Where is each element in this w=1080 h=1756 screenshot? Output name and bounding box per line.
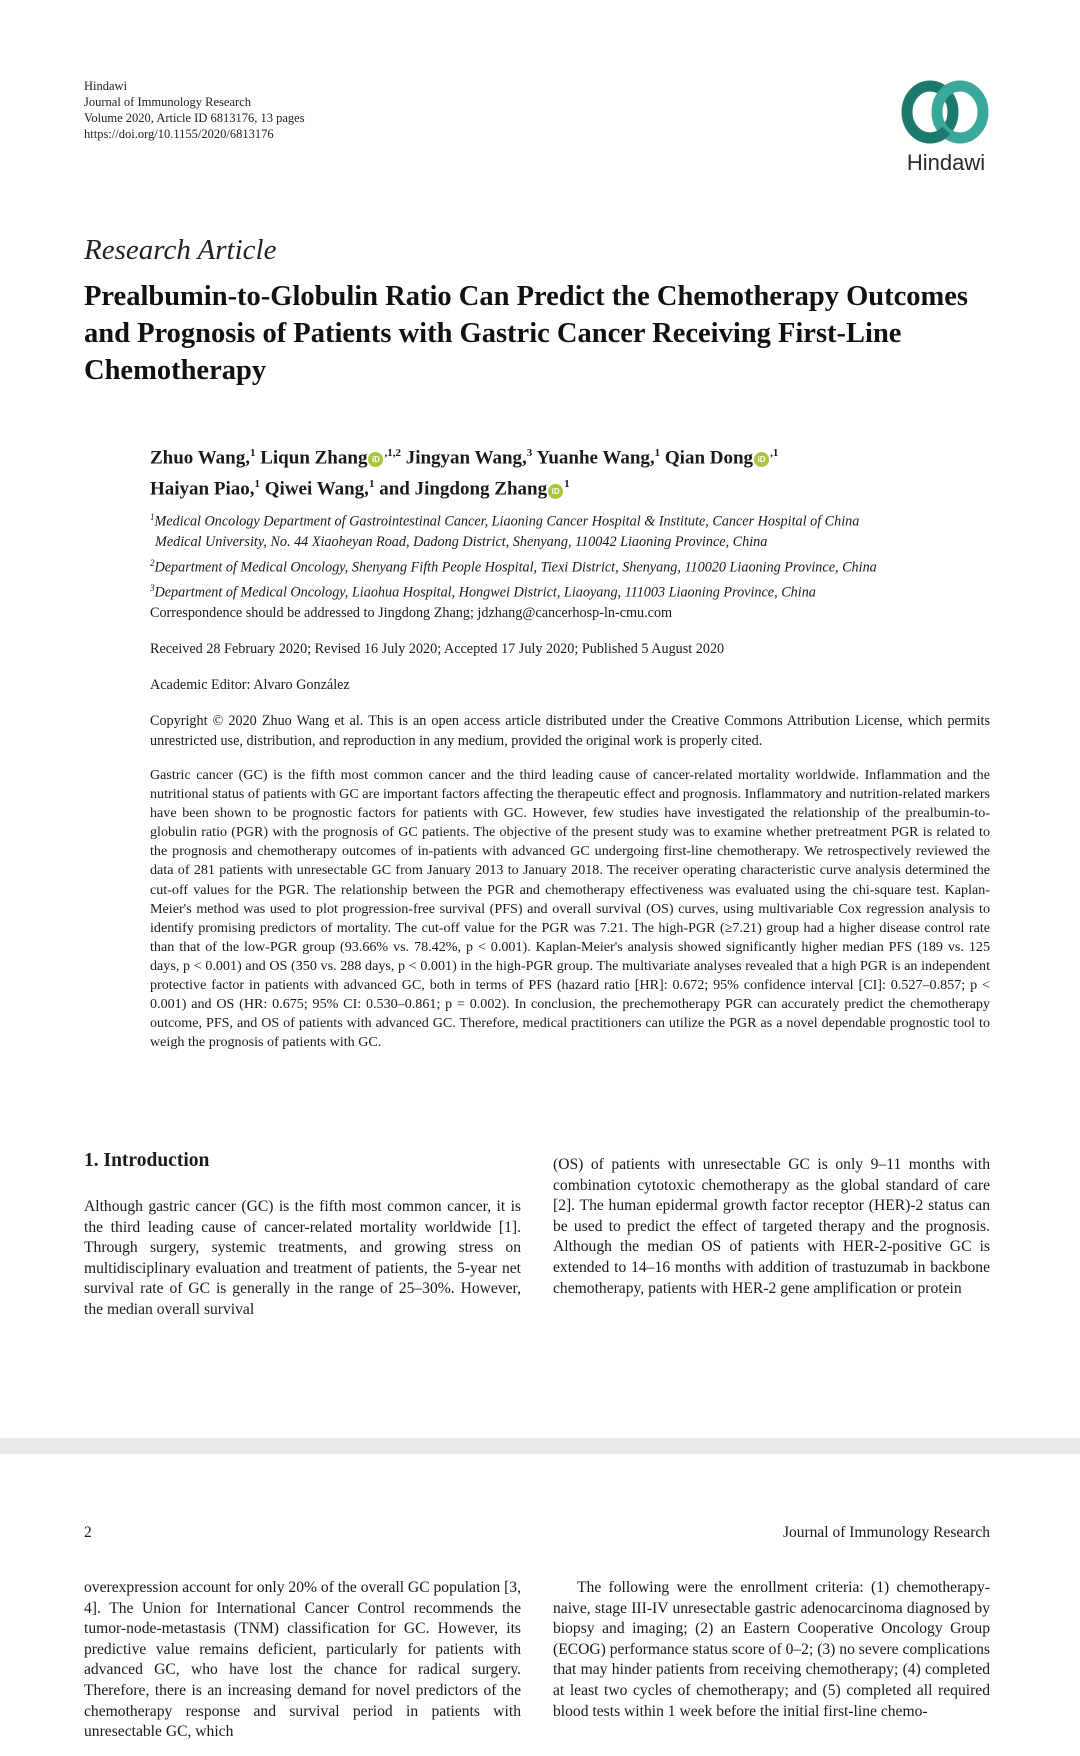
affiliations — [150, 507, 980, 603]
volume-info: Volume 2020, Article ID 6813176, 13 pages — [84, 111, 305, 125]
article-dates: Received 28 February 2020; Revised 16 July 2020; Accepted 17 July 2020; Published 5 August 2020 — [150, 641, 725, 657]
orcid-icon[interactable]: iD — [548, 484, 563, 499]
article-title: Prealbumin-to-Globulin Ratio Can Predict the Chemotherapy Outcomes and Prognosis of Patients with Gastric Cancer Receiving First-Line Chemotherapy — [84, 281, 968, 386]
intro-column-left: Although gastric cancer (GC) is the fifth most common cancer, it is the third leading cause of cancer-related mortality worldwide [1]. Through surgery, systemic treatments, and growing stress on multidisciplinary evaluation and treatment of patients, the 5-year net survival rate of GC is generally in the range of 25–30%. However, the median overall survival — [84, 1198, 521, 1318]
section-heading-introduction: 1. Introduction — [84, 1150, 210, 1171]
author[interactable]: Jingyan Wang, — [405, 447, 527, 469]
author[interactable]: Yuanhe Wang, — [536, 447, 655, 469]
author[interactable]: Haiyan Piao, — [150, 478, 255, 500]
intro-column-right: (OS) of patients with unresectable GC is only 9–11 months with combination cytotoxic chemotherapy as the global standard of care [2]. The human epidermal growth factor receptor (HER)-2 status can be used to predict the effect of targeted therapy and the prognosis. Although the median OS of patients with HER-2-positive GC is extended to 14–16 months with addition of trastuzumab in backbone chemotherapy, patients with HER-2 gene amplification or protein — [553, 1156, 990, 1297]
affiliation-3: $^3$Department of Medical Oncology, Liaohua Hospital, Hongwei District, Liaoyang, 111003 Liaoning Province, China — [150, 582, 816, 601]
page-number: 2 — [84, 1524, 92, 1541]
author-list: Zhuo Wang,$^1$ Liqun Zhang $iD^{,1,2}$ Jingyan Wang,$^3$ Yuanhe Wang,$^1$ Qian Dong $iD^{,1}$ Haiyan Piao,$^1$ Qiwei Wang,$^1$ and Jingdong Zhang $iD^1$ — [150, 447, 779, 500]
author[interactable]: and Jingdong Zhang — [379, 478, 548, 500]
author[interactable]: Zhuo Wang, — [150, 447, 250, 469]
correspondence: Correspondence should be addressed to Jingdong Zhang; jdzhang@cancerhosp-ln-cmu.com — [150, 605, 673, 621]
enrollment-criteria-text: The following were the enrollment criteria: (1) chemotherapy-naive, stage III-IV unresectable gastric adenocarcinoma diagnosed by biopsy and imaging; (2) an Eastern Cooperative Oncology Group (ECOG) performance status score of 0–2; (3) no severe complications that may hinder patients from receiving chemotherapy; (4) completed at least two cycles of chemotherapy; and (5) completed all required blood tests within 1 week before the initial first-line chemo- — [553, 1579, 990, 1720]
journal-meta — [84, 78, 305, 142]
author[interactable]: Liqun Zhang — [260, 447, 368, 469]
copyright-notice: Copyright © 2020 Zhuo Wang et al. This is an open access article distributed under the Creative Commons Attribution License, which permits unrestricted use, distribution, and reproduction in any medium, provided the original work is properly cited. — [150, 713, 990, 749]
author[interactable]: Qiwei Wang, — [264, 478, 369, 500]
page2-column-right — [553, 1578, 990, 1722]
affiliation-2: $^2$Department of Medical Oncology, Shenyang Fifth People Hospital, Tiexi District, Shenyang, 110020 Liaoning Province, China — [150, 557, 877, 576]
orcid-icon[interactable]: iD — [368, 452, 383, 467]
page2-column-left: overexpression account for only 20% of the overall GC population [3, 4]. The Union for International Cancer Control recommends the tumor-node-metastasis (TNM) classification for GC. However, its predictive value remains deficient, particularly for patients with advanced GC, who have lost the chance for radical surgery. Therefore, there is an increasing demand for novel predictors of the chemotherapy response and survival period in patients with unresectable GC, which — [84, 1579, 521, 1741]
doi-link[interactable]: https://doi.org/10.1155/2020/6813176 — [84, 127, 274, 141]
logo-wordmark: Hindawi — [906, 150, 986, 175]
journal-name: Journal of Immunology Research — [84, 95, 251, 109]
affiliation-1-cont: Medical University, No. 44 Xiaoheyan Road, Dadong District, Shenyang, 110042 Liaoning Province, China — [155, 534, 768, 551]
running-head: Journal of Immunology Research — [782, 1524, 990, 1541]
abstract: Gastric cancer (GC) is the fifth most common cancer and the third leading cause of cancer-related mortality worldwide. Inflammation and the nutritional status of patients with GC are important factors affecting the therapeutic effect and prognosis. Inflammatory and nutrition-related markers have been shown to be prognostic factors for patients with GC. However, few studies have investigated the relationship of the prealbumin-to-globulin ratio (PGR) with the prognosis of GC patients. The objective of the present study was to examine whether pretreatment PGR is related to the prognosis and chemotherapy outcomes of in-patients with advanced GC undergoing first-line chemotherapy. We retrospectively reviewed the data of 281 patients with unresectable GC from January 2013 to January 2018. The receiver operating characteristic curve analysis determined the cut-off values for the PGR. The relationship between the PGR and chemotherapy effectiveness was evaluated using the chi-square test. Kaplan-Meier's method was used to plot progression-free survival (PFS) and overall survival (OS) curves, using multivariable Cox regression analysis to identify promising predictors of mortality. The cut-off value for the PGR was 7.21. The high-PGR (≥7.21) group had a higher disease control rate than that of the low-PGR group (93.66% vs. 78.42%, p < 0.001). Kaplan-Meier's analysis showed significantly higher median PFS (189 vs. 125 days, p < 0.001) and OS (350 vs. 288 days, p < 0.001) in the high-PGR group. The multivariate analyses revealed that a high PGR is an independent protective factor in patients with advanced GC, both in terms of PFS (hazard ratio [HR]: 0.672; 95% confidence interval [CI]: 0.527–0.857; p < 0.001) and OS (HR: 0.675; 95% CI: 0.530–0.861; p = 0.002). In conclusion, the prechemotherapy PGR can accurately predict the chemotherapy outcome, PFS, and OS of patients with advanced GC. Therefore, medical practitioners can utilize the PGR as a novel dependable prognostic tool to weigh the prognosis of patients with GC. — [150, 767, 990, 1051]
publisher-name: Hindawi — [84, 79, 128, 93]
author[interactable]: Qian Dong — [664, 447, 754, 469]
orcid-icon[interactable]: iD — [754, 452, 769, 467]
page-separator — [0, 1438, 1080, 1454]
article-type: Research Article — [84, 234, 277, 266]
academic-editor: Academic Editor: Alvaro González — [150, 677, 350, 693]
affiliation-1: $^1$Medical Oncology Department of Gastrointestinal Cancer, Liaoning Cancer Hospital & Institute, Cancer Hospital of China — [150, 512, 860, 530]
